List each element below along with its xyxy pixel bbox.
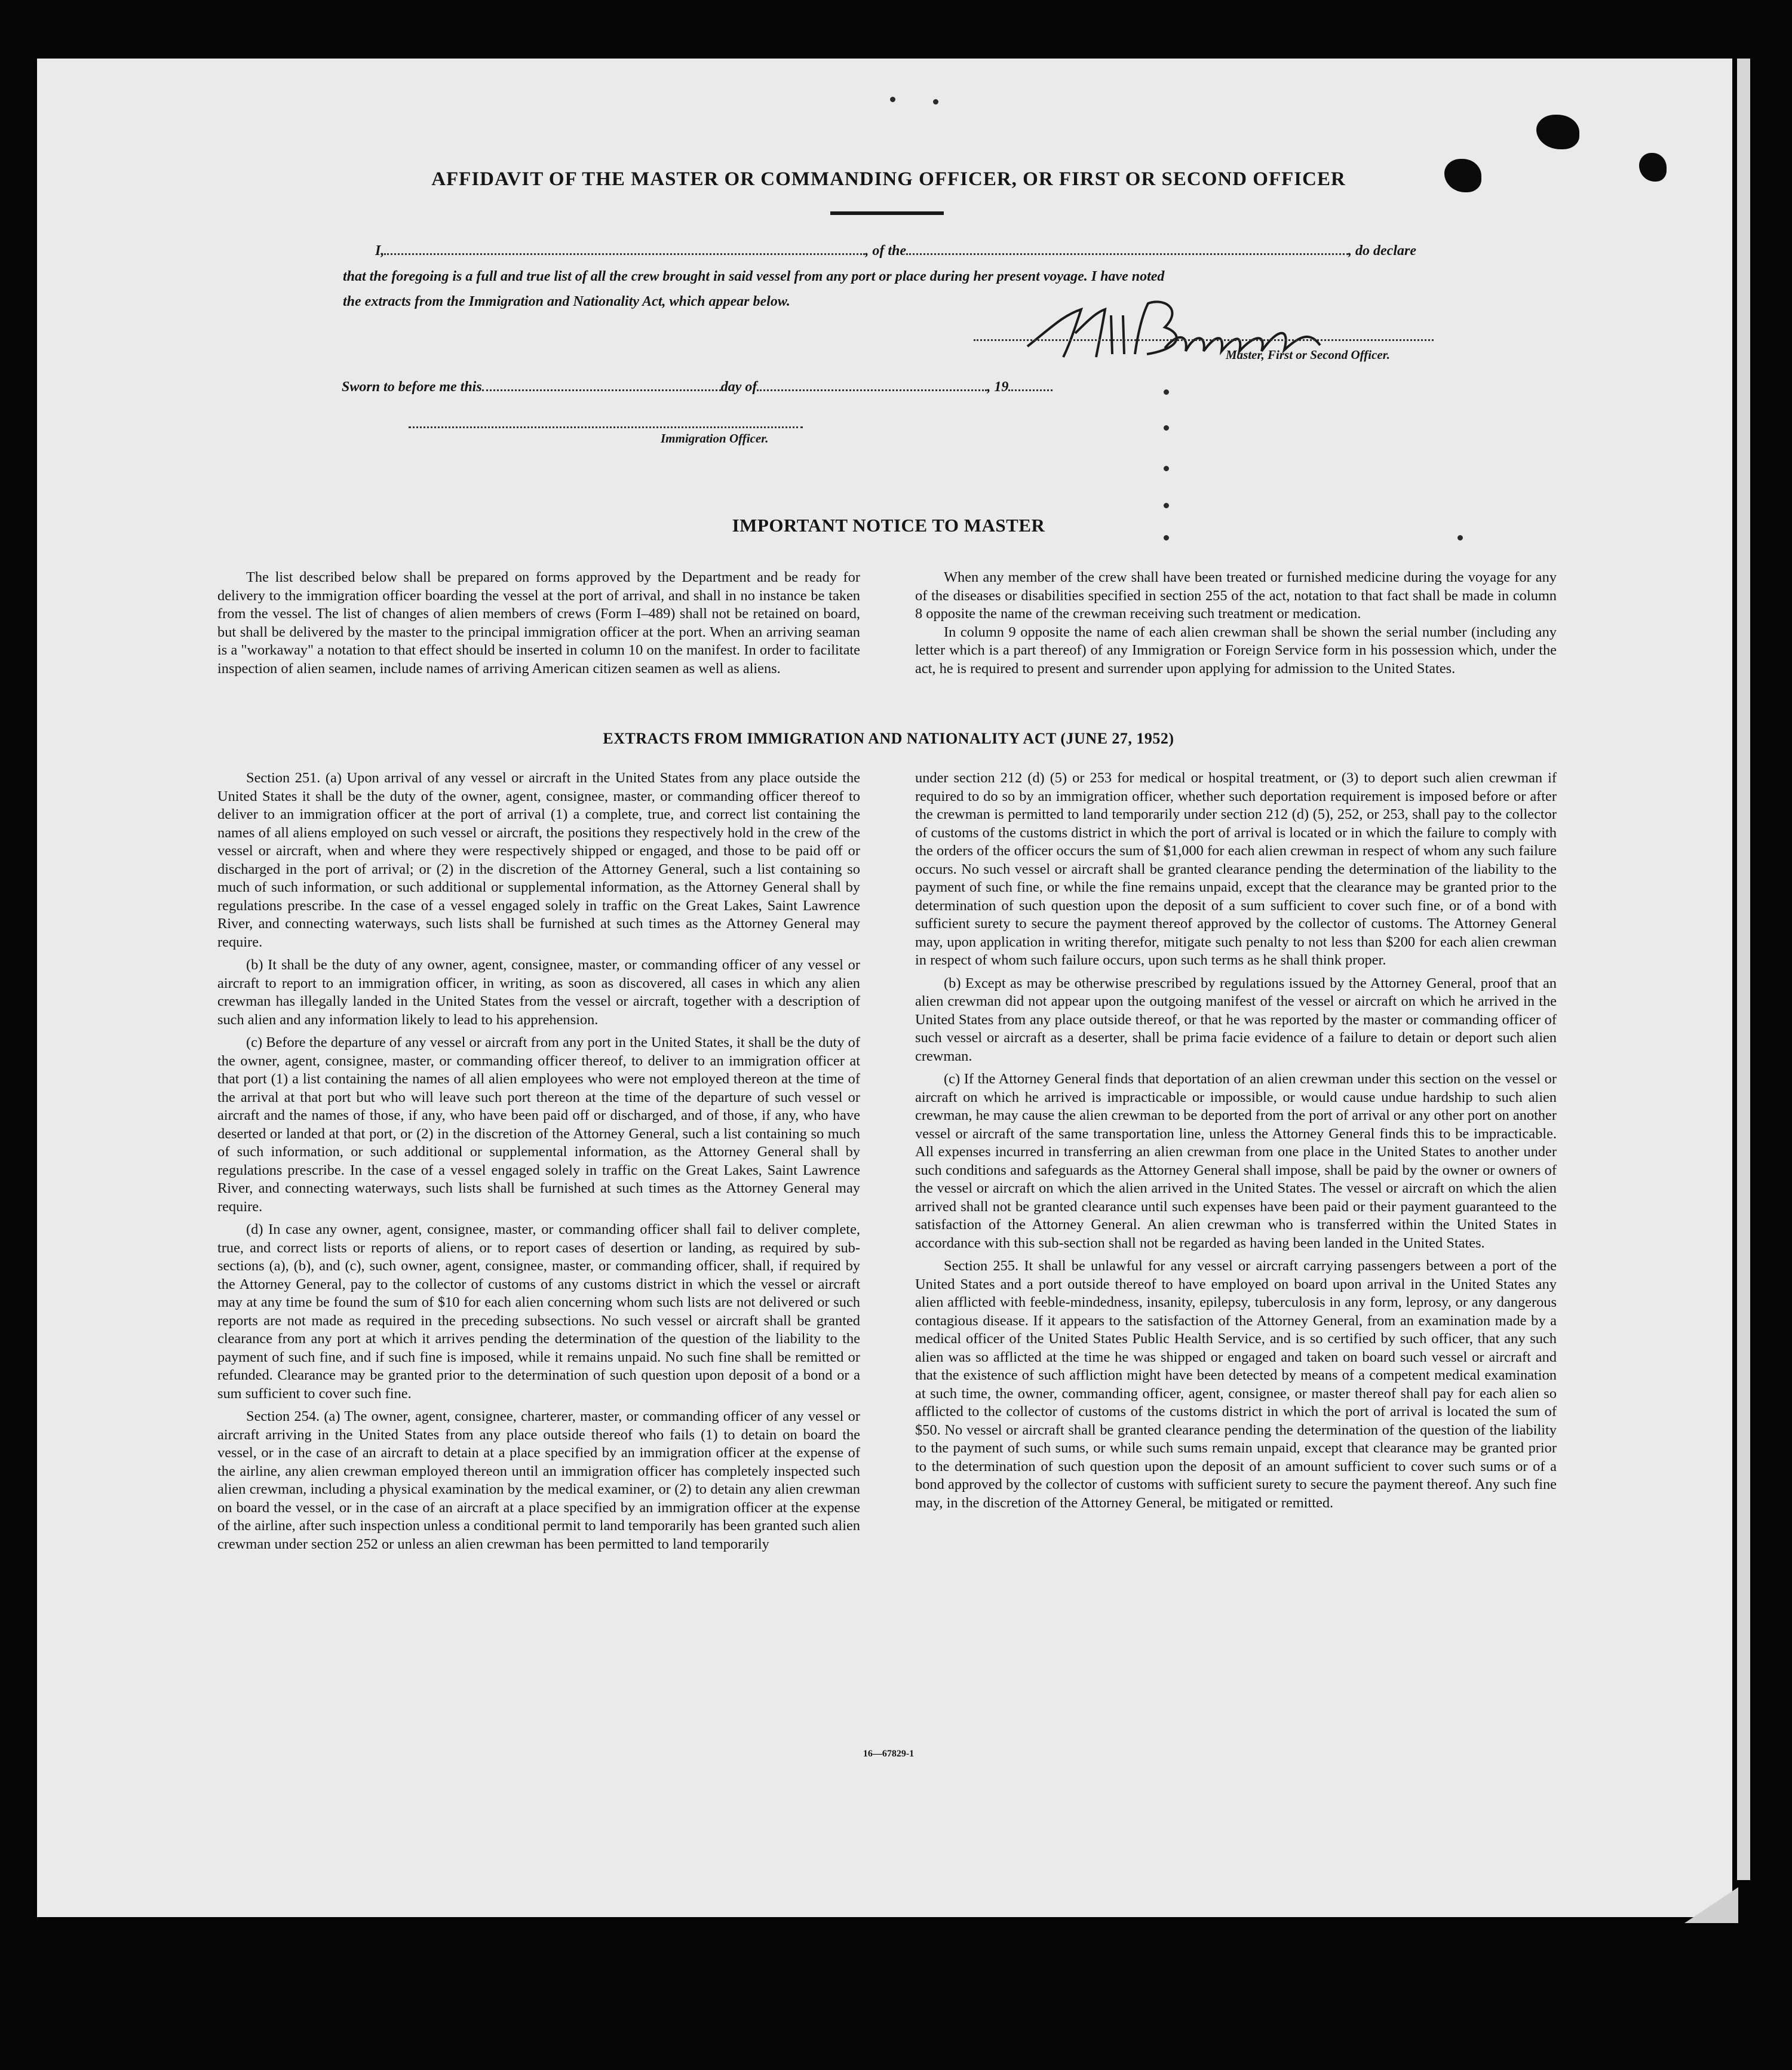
affidavit-i-label: I, bbox=[375, 243, 385, 259]
page-edge-shadow bbox=[1737, 59, 1750, 1880]
sworn-day-label: day of bbox=[720, 379, 757, 395]
affidavit-declare-label: , do declare bbox=[1348, 243, 1416, 259]
notice-paragraph: The list described below shall be prepared on forms approved by the Department and be ready for delivery to the immigration officer boarding the vessel at the port of arrival, and shall in no instance be taken from the vessel. The list of changes of alien members of crews (Form I–489) shall not be retained on board, but shall be delivered by the master to the principal immigration officer at the port. When an arriving seaman is a "workaway" a notation to that effect should be inserted in column 10 on the manifest. In order to facilitate inspection of alien seamen, include names of arriving American citizen seamen as well as aliens. bbox=[217, 569, 860, 677]
sworn-year-label: , 19 bbox=[987, 379, 1009, 395]
affidavit-of-the-label: , of the bbox=[865, 243, 907, 259]
title-underline bbox=[830, 211, 944, 215]
punch-dot bbox=[890, 97, 895, 102]
section-251b: (b) It shall be the duty of any owner, agent, consignee, master, or commanding officer of any vessel or aircraft to report to an immigration officer, in writing, as soon as discovered, all cases in which any alien crewman has illegally landed in the United States from the vessel or aircraft, together with a description of such alien and any information likely to lead to his apprehension. bbox=[217, 957, 860, 1028]
affidavit-line-3: the extracts from the Immigration and Nationality Act, which appear below. bbox=[343, 294, 790, 309]
punch-dot bbox=[1164, 466, 1169, 471]
section-254a: Section 254. (a) The owner, agent, consignee, charterer, master, or commanding officer of any vessel or aircraft arriving in the United States from any place outside thereof who fails (1) to detain on board the vessel, or in the case of an aircraft to detain at a place specified by an immigration officer at the expense of the airline, any alien crewman employed thereon until an immigration officer has completely inspected such alien crewman, including a physical examination by the medical examiner, or (2) to detain any alien crewman on board the vessel, or in the case of an aircraft at a place specified by an immigration officer at the expense of the airline, after such inspection unless a conditional permit to land temporarily has been granted such alien crewman under section 252 or unless an alien crewman has been permitted to land temporarily bbox=[217, 1408, 860, 1552]
notice-right-column bbox=[915, 569, 1557, 683]
extracts-right-column bbox=[915, 769, 1557, 1517]
signature-caption: Master, First or Second Officer. bbox=[1226, 348, 1390, 362]
punch-dot bbox=[1164, 389, 1169, 395]
section-251a: Section 251. (a) Upon arrival of any vessel or aircraft in the United States from any place outside the United States it shall be the duty of the owner, agent, consignee, master, or commanding officer thereof to deliver to an immigration officer at the port of arrival (1) a complete, true, and correct list containing the names of all aliens employed on such vessel or aircraft, the positions they respectively hold in the crew of the vessel or aircraft, when and where they were respectively shipped or engaged, and those to be paid off or discharged in the port of arrival; or (2) in the discretion of the Attorney General, such a list containing so much of such information, or such additional or supplemental information, as the Attorney General shall by regulations prescribe. In the case of a vessel engaged solely in traffic on the Great Lakes, Saint Lawrence River, and connecting waterways, such lists shall be furnished at such times as the Attorney General may require. bbox=[217, 770, 860, 950]
immigration-officer-line bbox=[409, 426, 803, 428]
section-255: Section 255. It shall be unlawful for any vessel or aircraft carrying passengers between a port of the United States and a port outside thereof to have employed on board upon arrival in the United States any alien afflicted with feeble-mindedness, insanity, epilepsy, tuberculosis in any form, leprosy, or any dangerous contagious disease. If it appears to the satisfaction of the Attorney General, from an examination made by a medical officer of the United States Public Health Service, and is so certified by such officer, that any such alien was so afflicted at the time he was shipped or engaged and taken on board such vessel or aircraft and that the existence of such affliction might have been detected by means of a competent medical examination at such time, the owner, commanding officer, agent, consignee, or master thereof shall pay for each alien so afflicted to the collector of customs of the customs district in which the port of arrival is located the sum of $50. No vessel or aircraft shall be granted clearance pending the determination of the question of the liability to the payment of such sums, or while such sums remain unpaid, except that clearance may be granted prior to the determination of such question upon the deposit of an amount sufficient to cover such sums or of a bond approved by the collector of customs with sufficient surety to secure the payment thereof. Any such fine may, in the discretion of the Attorney General, be mitigated or remitted. bbox=[915, 1258, 1557, 1511]
extracts-left-column bbox=[217, 769, 860, 1558]
vessel-blank bbox=[906, 241, 1348, 255]
punch-dot bbox=[1164, 503, 1169, 508]
section-254a-continued: under section 212 (d) (5) or 253 for medical or hospital treatment, or (3) to deport such alien crewman if required to do so by an immigration officer, whether such deportation requirement is imposed before or after the crewman is permitted to land temporarily under section 212 (d) (5), 252, or 253, shall pay to the collector of customs of the customs district in which the port of arrival is located or in which the failure to comply with the orders of the officer occurs the sum of $1,000 for each alien crewman in respect of whom any such failure occurs. No such vessel or aircraft shall be granted clearance pending the determination of the liability to the payment of such fine, or while the fine remains unpaid, except that the clearance may be granted prior to the determination of such question upon the deposit of a sum sufficient to cover such fine, or of a bond with sufficient surety to secure the payment thereof approved by the collector of customs. The Attorney General may, upon application in writing therefor, mitigate such penalty to not less than $200 for each alien crewman in respect of whom such failure occurs, upon such terms as he shall think proper. bbox=[915, 770, 1557, 968]
section-251c: (c) Before the departure of any vessel or aircraft from any port in the United States, it shall be the duty of the owner, agent, consignee, master, or commanding officer thereof, to deliver to an immigration officer at that port (1) a list containing the names of all alien employees who were not employed thereon at the time of the arrival at that port but who will leave such port thereon at the time of the departure of such vessel or aircraft and the names of those, if any, who have been paid off or discharged, and of those, if any, who have deserted or landed at that port, or (2) in the discretion of the Attorney General, such a list containing so much of such information, or such additional or supplemental information, as the Attorney General shall by regulations prescribe. In the case of a vessel engaged solely in traffic on the Great Lakes, Saint Lawrence River, and connecting waterways, such lists shall be furnished at such times as the Attorney General may require. bbox=[217, 1034, 860, 1215]
notice-left-column bbox=[217, 569, 860, 683]
sworn-year-blank bbox=[1008, 377, 1053, 391]
affidavit-title: AFFIDAVIT OF THE MASTER OR COMMANDING OFFICER, OR FIRST OR SECOND OFFICER bbox=[431, 168, 1346, 190]
sworn-day-blank bbox=[482, 377, 721, 391]
form-number: 16—67829-1 bbox=[863, 1749, 915, 1759]
signature-line bbox=[974, 339, 1434, 341]
affidavit-line-2: that the foregoing is a full and true list of all the crew brought in said vessel from any port or place during her present voyage. I have noted bbox=[343, 269, 1165, 284]
section-251d: (d) In case any owner, agent, consignee, master, or commanding officer shall fail to deliver complete, true, and correct lists or reports of aliens, or to report cases of desertion or landing, as required by sub-sections (a), (b), and (c), such owner, agent, consignee, master, or commanding officer, shall, if required by the Attorney General, pay to the collector of customs of any customs district in which the vessel or aircraft may at any time be found the sum of $10 for each alien concerning whom such lists are not delivered or such reports are not made as required in the preceding subsections. No such vessel or aircraft shall be granted clearance from any port at which it arrives pending the determination of the question of the liability to the payment of such fine, and if such fine is imposed, while it remains unpaid. No such fine shall be remitted or refunded. Clearance may be granted prior to the determination of such question upon deposit of a bond or a sum sufficient to cover such fine. bbox=[217, 1221, 860, 1402]
extracts-title: EXTRACTS FROM IMMIGRATION AND NATIONALITY ACT (JUNE 27, 1952) bbox=[603, 730, 1174, 747]
name-blank bbox=[384, 241, 865, 255]
notice-paragraph: When any member of the crew shall have been treated or furnished medicine during the voyage for any of the diseases or disabilities specified in section 255 of the act, notation to that fact shall be made in column 8 opposite the name of the crewman receiving such treatment or medication. bbox=[915, 569, 1557, 622]
section-254c: (c) If the Attorney General finds that deportation of an alien crewman under this section on the vessel or aircraft on which he arrived is impracticable or impossible, or would cause undue hardship to such alien crewman, he may cause the alien crewman to be deported from the port of arrival or any other port on another vessel or aircraft of the same transportation line, unless the Attorney General finds this to be impracticable. All expenses incurred in transferring an alien crewman from one place in the United States to another under such conditions and safeguards as the Attorney General shall impose, shall be paid by the owner or owners of the vessel or aircraft on which the alien arrived in the United States. The vessel or aircraft on which the alien arrived shall not be granted clearance until such expenses have been paid or their payment guaranteed to the satisfaction of the Attorney General. An alien crewman who is transferred within the United States in accordance with this sub-section shall not be regarded as having been landed in the United States. bbox=[915, 1071, 1557, 1251]
section-254b: (b) Except as may be otherwise prescribed by regulations issued by the Attorney General, proof that an alien crewman did not appear upon the outgoing manifest of the vessel or aircraft on which he arrived in the United States from any place outside thereof, or that he was reported by the master or commanding officer of such vessel or aircraft as a deserter, shall be prima facie evidence of a failure to detain or deport such alien crewman. bbox=[915, 975, 1557, 1064]
punch-dot bbox=[933, 99, 938, 105]
notice-paragraph: In column 9 opposite the name of each alien crewman shall be shown the serial number (including any letter which is a part thereof) of any Immigration or Foreign Service form in his possession which, under the act, he is required to present and surrender upon applying for admission to the United States. bbox=[915, 624, 1557, 677]
sworn-month-blank bbox=[757, 377, 987, 391]
notice-title: IMPORTANT NOTICE TO MASTER bbox=[732, 515, 1045, 536]
affidavit-declaration-line bbox=[375, 241, 1416, 259]
punch-dot bbox=[1164, 425, 1169, 431]
immigration-officer-caption: Immigration Officer. bbox=[661, 431, 769, 446]
sworn-label: Sworn to before me this bbox=[342, 379, 482, 395]
sworn-line bbox=[342, 377, 1053, 395]
